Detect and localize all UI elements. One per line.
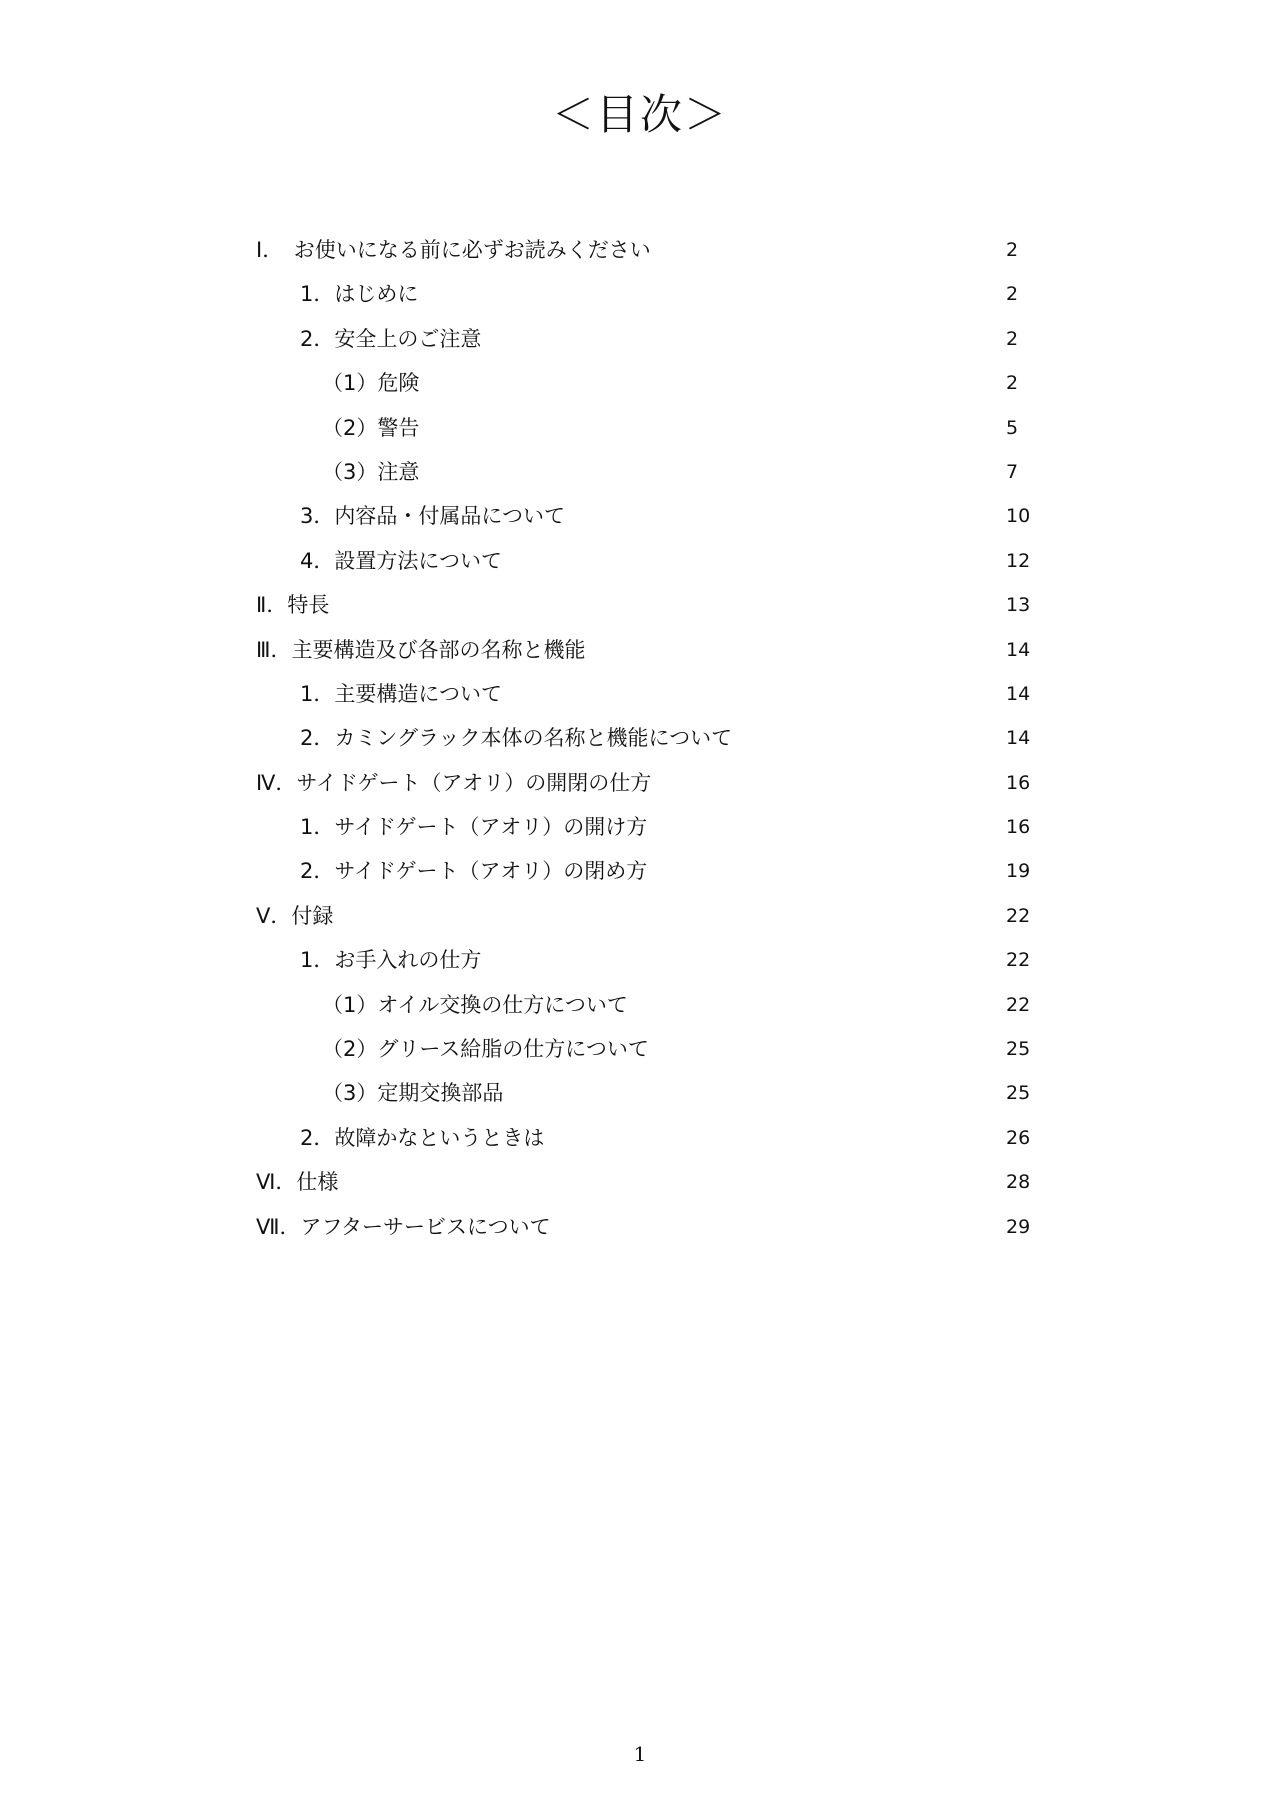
toc-entry-page: 7 [1006,460,1019,483]
toc-entry-page: 22 [1006,949,1031,972]
toc-entry-page: 2 [1006,283,1019,306]
toc-entry-page: 26 [1006,1126,1031,1149]
toc-entry-label: （1）危険 [322,371,420,396]
toc-entry[interactable] [0,983,1280,1027]
toc-entry-label: （1）オイル交換の仕方について [322,992,628,1017]
toc-entry-label: （3）注意 [322,459,420,484]
toc-entry-page: 29 [1006,1215,1031,1238]
toc-entry[interactable] [0,272,1280,316]
toc-entry[interactable] [0,494,1280,538]
toc-entry-label: （2）グリース給脂の仕方について [322,1037,649,1062]
toc-entry-label: 2．故障かなというときは [300,1125,545,1150]
toc-entry[interactable] [0,450,1280,494]
toc-entry-page: 13 [1006,594,1031,617]
toc-entry-label: 1．主要構造について [300,681,502,706]
toc-entry[interactable] [0,849,1280,893]
toc-entry[interactable] [0,539,1280,583]
toc-entry-label: Ⅰ． お使いになる前に必ずお読みください [256,238,651,262]
table-of-contents [0,228,1280,1249]
toc-entry[interactable] [0,805,1280,849]
toc-entry-label: Ⅲ．主要構造及び各部の名称と機能 [256,637,586,662]
toc-entry-label: 3．内容品・付属品について [300,504,565,529]
toc-entry-page: 2 [1006,372,1019,395]
page-title: ＜目次＞ [551,90,728,139]
toc-entry[interactable] [0,228,1280,272]
toc-entry-page: 14 [1006,638,1031,661]
toc-entry-label: 2．安全上のご注意 [300,326,482,351]
toc-entry-page: 22 [1006,904,1031,927]
toc-entry[interactable] [0,628,1280,672]
page-number: 1 [633,1742,647,1766]
toc-entry-page: 28 [1006,1171,1031,1194]
toc-entry-label: （2）警告 [322,415,420,440]
toc-entry-label: 4．設置方法について [300,548,502,573]
toc-entry[interactable] [0,761,1280,805]
toc-entry-page: 25 [1006,1038,1031,1061]
toc-entry-label: 1．お手入れの仕方 [300,948,482,973]
toc-entry-page: 19 [1006,860,1031,883]
toc-entry[interactable] [0,317,1280,361]
toc-entry-label: 2．サイドゲート（アオリ）の閉め方 [300,859,648,884]
toc-entry[interactable] [0,1116,1280,1160]
toc-entry-page: 2 [1006,239,1019,261]
toc-entry[interactable] [0,1071,1280,1115]
toc-entry-page: 16 [1006,816,1031,839]
toc-entry-label: Ⅵ．仕様 [256,1170,339,1195]
toc-entry-label: Ⅳ．サイドゲート（アオリ）の開閉の仕方 [256,770,652,795]
toc-entry-page: 16 [1006,771,1031,794]
toc-entry[interactable] [0,1027,1280,1071]
toc-entry[interactable] [0,1160,1280,1204]
toc-entry[interactable] [0,583,1280,627]
toc-entry[interactable] [0,716,1280,760]
toc-entry-page: 22 [1006,993,1031,1016]
toc-entry-label: 1．はじめに [300,282,419,307]
toc-entry-label: Ⅶ．アフターサービスについて [256,1214,551,1239]
toc-entry-page: 5 [1006,416,1019,439]
toc-entry-page: 14 [1006,682,1031,705]
toc-entry[interactable] [0,1205,1280,1249]
toc-entry[interactable] [0,406,1280,450]
toc-entry-label: （3）定期交換部品 [322,1081,504,1106]
toc-entry-label: 1．サイドゲート（アオリ）の開け方 [300,815,648,840]
toc-entry-page: 2 [1006,327,1019,350]
toc-entry-page: 25 [1006,1082,1031,1105]
toc-entry[interactable] [0,894,1280,938]
toc-entry[interactable] [0,361,1280,405]
toc-entry-label: Ⅱ．特長 [256,593,330,618]
toc-entry-label: 2．カミングラック本体の名称と機能について [300,726,733,751]
toc-entry-page: 12 [1006,549,1031,572]
toc-entry-page: 14 [1006,727,1031,750]
toc-entry-page: 10 [1006,505,1031,528]
toc-entry[interactable] [0,938,1280,982]
toc-entry-label: Ⅴ．付録 [256,903,334,928]
toc-entry[interactable] [0,672,1280,716]
